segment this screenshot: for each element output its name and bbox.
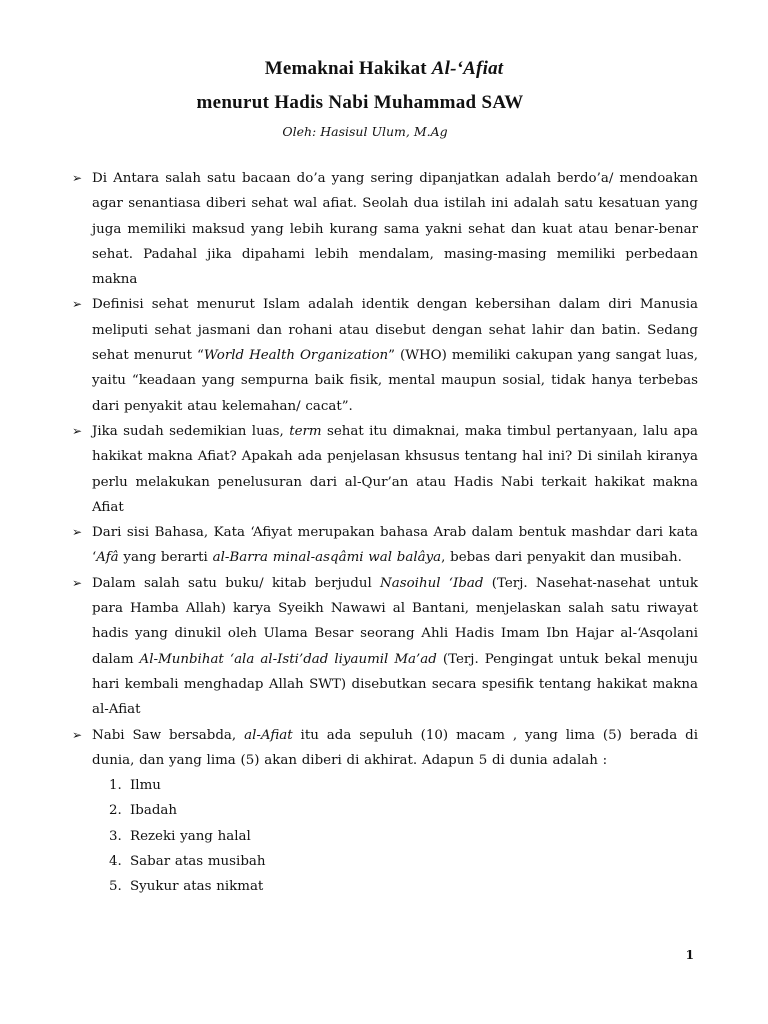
text-run: Di Antara salah satu bacaan do’a yang sering dipanjatkan adalah berdo’a/ mendoakan agar senantiasa diberi sehat wal afiat. Seolah dua istilah ini adalah satu kesatuan yang juga memiliki maksud yang lebih kurang sama yakni sehat dan kuat atau benar-benar sehat. Padahal jika dipahami lebih mendalam, masing-masing memiliki perbedaan makna <box>92 171 698 288</box>
text-run: sehat itu dimaknai, maka timbul pertanyaan, lalu apa hakikat makna Afiat? Apakah ada penjelasan khsusus tentang hal ini? Di sinilah kiranya perlu melakukan penelusuran dari al-Qur’an atau Hadis Nabi terkait hakikat makna Afiat <box>92 423 698 515</box>
italic-term: term <box>289 423 322 439</box>
italic-term: al-Afiat <box>244 727 293 743</box>
author-byline: Oleh: Hasisul Ulum, M.Ag <box>282 124 448 139</box>
title-italic-term: Al-‘Afiat <box>431 58 504 79</box>
numbered-list-item <box>109 798 698 823</box>
bullet-text <box>92 292 698 418</box>
title-main-text: Memaknai Hakikat <box>264 58 432 79</box>
text-run: Dalam salah satu buku/ kitab berjudul <box>92 575 381 591</box>
bullet-paragraph <box>72 166 698 292</box>
arrow-bullet-icon: ➢ <box>72 525 83 540</box>
arrow-bullet-icon: ➢ <box>72 423 83 438</box>
bullet-text <box>92 571 698 723</box>
arrow-bullet-icon: ➢ <box>72 727 83 742</box>
numbered-list-item <box>109 824 698 849</box>
bullet-paragraph <box>72 419 698 520</box>
list-item-label: Rezeki yang halal <box>130 828 251 844</box>
text-run: , bebas dari penyakit dan musibah. <box>441 550 682 566</box>
italic-term: World Health Organization <box>203 348 389 364</box>
list-item-label: Ilmu <box>130 778 161 794</box>
list-item-label: Ibadah <box>130 803 178 819</box>
bullet-text <box>92 723 698 774</box>
numbered-list <box>92 773 698 899</box>
text-run: (Terj. Nasehat-nasehat untuk para Hamba Allah) karya Syeikh Nawawi al Bantani, menjelaskan salah satu riwayat hadis yang dinukil oleh Ulama Besar seorang Ahli Hadis Imam Ibn Hajar al-‘Asqolani dalam <box>92 575 698 667</box>
numbered-list-item <box>109 874 698 899</box>
bullet-paragraph <box>72 571 698 723</box>
bullet-text <box>92 166 698 292</box>
arrow-bullet-icon: ➢ <box>72 171 83 185</box>
text-run: (Terj. Pengingat untuk bekal menuju hari kembali menghadap Allah SWT) disebutkan secara spesifik tentang hakikat makna al-Afiat <box>92 651 698 718</box>
bullet-paragraph <box>72 723 698 900</box>
list-number: 1. <box>109 778 122 794</box>
list-number: 5. <box>109 879 122 895</box>
list-number: 2. <box>109 803 122 819</box>
italic-term: Afâ <box>96 550 119 566</box>
bullet-list <box>72 166 698 900</box>
text-run: itu ada sepuluh (10) macam , yang lima (5) berada di dunia, dan yang lima (5) akan diberi di akhirat. Adapun 5 di dunia adalah : <box>92 727 698 768</box>
arrow-bullet-icon: ➢ <box>72 575 83 590</box>
list-item-label: Syukur atas nikmat <box>130 879 264 895</box>
text-run: Dari sisi Bahasa, Kata ‘Afiyat merupakan bahasa Arab dalam bentuk mashdar dari kata ‘ <box>92 525 698 566</box>
bullet-text <box>92 520 698 571</box>
italic-term: Al-Munbihat ‘ala al-Isti’dad liyaumil Ma’ad <box>139 651 437 667</box>
italic-term: al-Barra minal-asqâmi wal balâya <box>212 550 442 566</box>
list-item-label: Sabar atas musibah <box>130 854 266 870</box>
text-run: Definisi sehat menurut Islam adalah identik dengan kebersihan dalam diri Manusia meliputi sehat jasmani dan rohani atau disebut dengan sehat lahir dan batin. Sedang sehat menurut “ <box>92 297 698 364</box>
text-run: yang berarti <box>118 550 213 566</box>
numbered-list-item <box>109 773 698 798</box>
arrow-bullet-icon: ➢ <box>72 297 83 312</box>
text-run: ” (WHO) memiliki cakupan yang sangat luas, yaitu “keadaan yang sempurna baik fisik, mental maupun sosial, tidak hanya terbebas dari penyakit atau kelemahan/ cacat”. <box>92 348 698 414</box>
text-run: Nabi Saw bersabda, <box>92 727 245 743</box>
numbered-list-item <box>109 849 698 874</box>
page-number: 1 <box>685 948 694 962</box>
text-run: Jika sudah sedemikian luas, <box>92 423 290 439</box>
bullet-paragraph <box>72 520 698 571</box>
document-title-line-1 <box>0 58 768 80</box>
italic-term: Nasoihul ‘Ibad <box>380 575 484 591</box>
bullet-paragraph <box>72 292 698 418</box>
list-number: 4. <box>109 854 122 870</box>
document-title-line-2: menurut Hadis Nabi Muhammad SAW <box>196 92 524 113</box>
list-number: 3. <box>109 828 122 844</box>
bullet-text <box>92 419 698 520</box>
